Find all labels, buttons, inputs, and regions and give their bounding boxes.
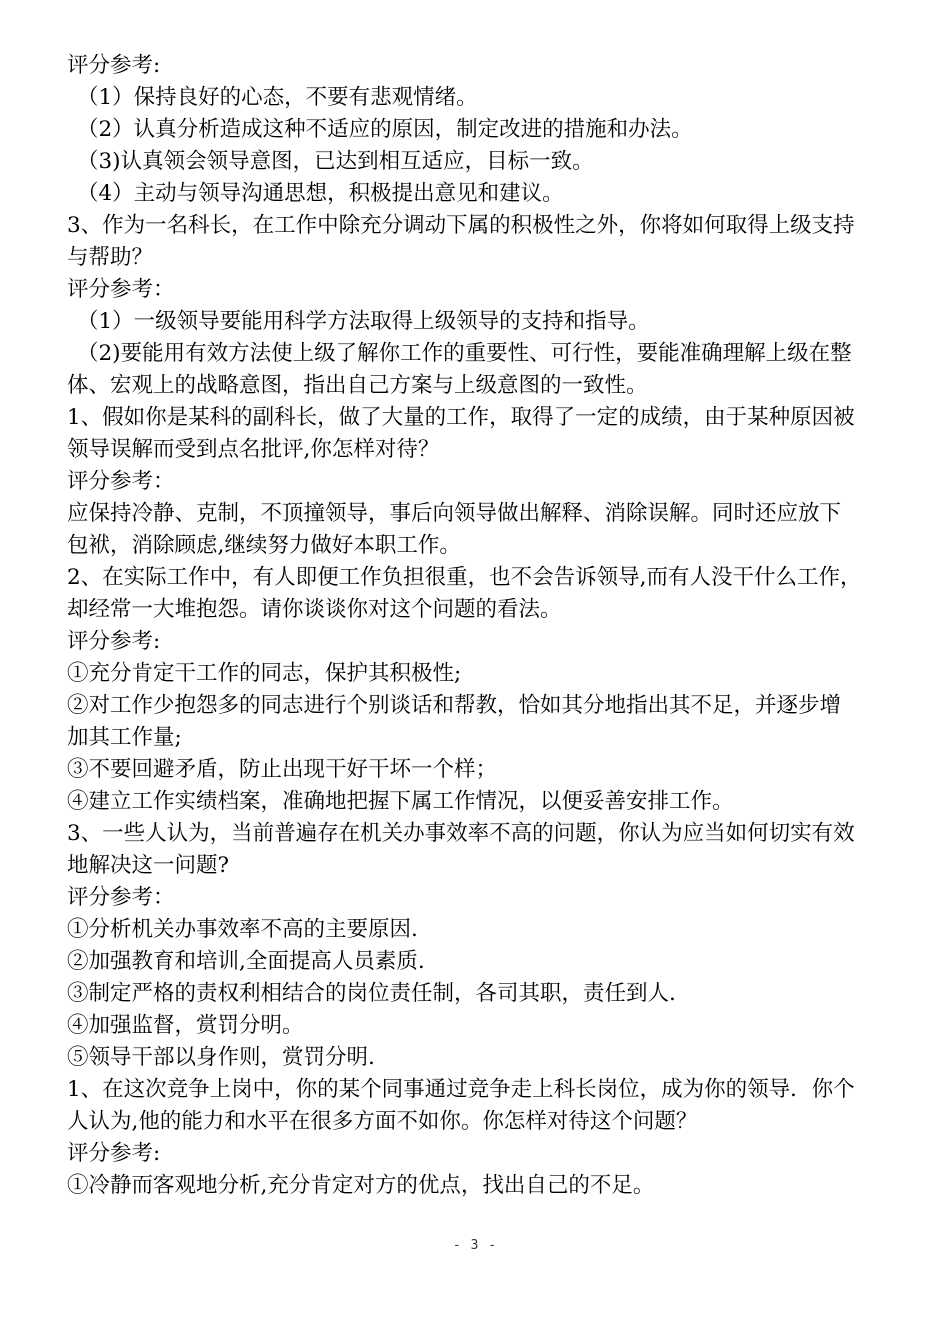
text-line: 地解决这一问题?: [67, 853, 230, 878]
text-line: 却经常一大堆抱怨。请你谈谈你对这个问题的看法。: [67, 597, 562, 622]
text-line: （1）一级领导要能用科学方法取得上级领导的支持和指导。: [77, 309, 650, 334]
text-line: ①分析机关办事效率不高的主要原因.: [67, 917, 418, 942]
text-line: 评分参考:: [67, 629, 161, 654]
text-line: 评分参考：: [67, 885, 175, 910]
text-line: ②加强教育和培训,全面提高人员素质.: [67, 949, 425, 974]
text-line: ④加强监督，赏罚分明。: [67, 1013, 304, 1038]
text-line: 评分参考：: [67, 277, 175, 302]
text-line: 1、在这次竞争上岗中，你的某个同事通过竞争走上科长岗位，成为你的领导．你个: [67, 1077, 855, 1102]
text-line: 包袱，消除顾虑,继续努力做好本职工作。: [67, 533, 461, 558]
text-line: ③不要回避矛盾，防止出现干好干坏一个样；: [67, 757, 498, 782]
text-line: 3、作为一名科长，在工作中除充分调动下属的积极性之外，你将如何取得上级支持: [67, 213, 855, 238]
text-line: 评分参考:: [67, 53, 161, 78]
text-line: （2)要能用有效方法使上级了解你工作的重要性、可行性，要能准确理解上级在整: [77, 341, 852, 366]
text-line: ①冷静而客观地分析,充分肯定对方的优点，找出自己的不足。: [67, 1173, 655, 1198]
text-line: 评分参考:: [67, 1141, 161, 1166]
text-line: 1、假如你是某科的副科长，做了大量的工作，取得了一定的成绩，由于某种原因被: [67, 405, 855, 430]
text-line: 与帮助？: [67, 245, 154, 270]
text-line: ②对工作少抱怨多的同志进行个别谈话和帮教，恰如其分地指出其不足，并逐步增: [67, 693, 842, 718]
text-line: （2）认真分析造成这种不适应的原因，制定改进的措施和办法。: [77, 117, 693, 142]
text-line: （1）保持良好的心态，不要有悲观情绪。: [77, 85, 478, 110]
text-line: ④建立工作实绩档案，准确地把握下属工作情况，以便妥善安排工作。: [67, 789, 734, 814]
text-line: 2、在实际工作中，有人即便工作负担很重，也不会告诉领导,而有人没干什么工作，: [67, 565, 862, 590]
text-line: 3、一些人认为，当前普遍存在机关办事效率不高的问题，你认为应当如何切实有效: [67, 821, 855, 846]
text-line: ⑤领导干部以身作则，赏罚分明.: [67, 1045, 375, 1070]
document-body: [67, 50, 887, 1202]
text-line: 加其工作量;: [67, 725, 182, 750]
page-number: - 3 -: [452, 1238, 498, 1253]
text-line: （3)认真领会领导意图，已达到相互适应，目标一致。: [77, 149, 594, 174]
text-line: ③制定严格的责权利相结合的岗位责任制，各司其职，责任到人.: [67, 981, 676, 1006]
text-line: 评分参考：: [67, 469, 175, 494]
text-line: 人认为,他的能力和水平在很多方面不如你。你怎样对待这个问题？: [67, 1109, 698, 1134]
text-line: 应保持冷静、克制，不顶撞领导，事后向领导做出解释、消除误解。同时还应放下: [67, 501, 842, 526]
text-line: 领导误解而受到点名批评,你怎样对待？: [67, 437, 440, 462]
text-line: ①充分肯定干工作的同志，保护其积极性;: [67, 661, 462, 686]
text-line: （4）主动与领导沟通思想，积极提出意见和建议。: [77, 181, 564, 206]
text-line: 体、宏观上的战略意图，指出自己方案与上级意图的一致性。: [67, 373, 648, 398]
